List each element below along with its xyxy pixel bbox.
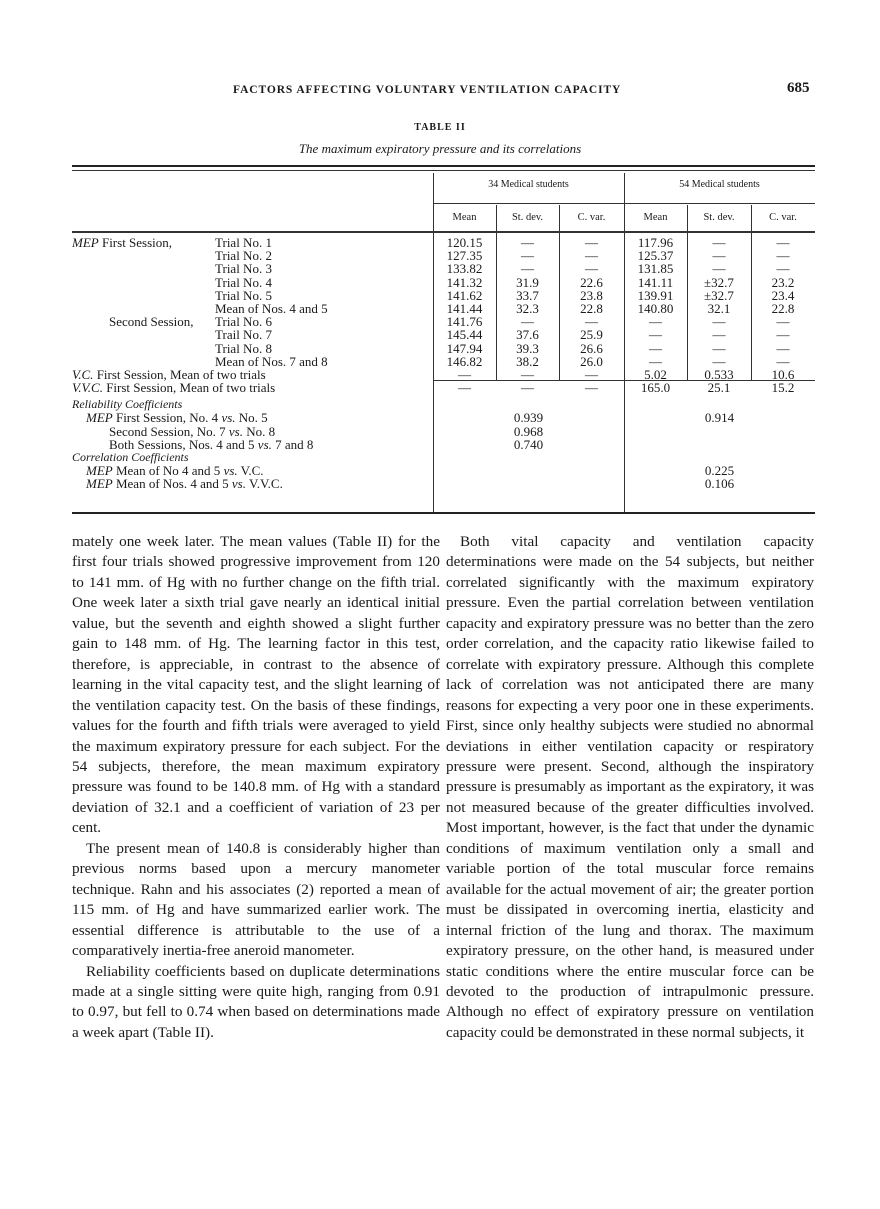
group-header: 54 Medical students [679, 179, 760, 190]
table-row [72, 328, 815, 341]
table-cell: 26.0 [580, 353, 603, 369]
table-cell: 139.91 [637, 287, 674, 303]
body-column-right [446, 532, 814, 1043]
table-cell: — [776, 340, 790, 356]
row-sublabel: Trial No. 6 [215, 314, 272, 330]
row-sublabel: Trial No. 2 [215, 248, 272, 264]
table-cell: — [776, 235, 790, 250]
row-sublabel: Mean of Nos. 4 and 5 [215, 300, 328, 316]
table-row [72, 315, 815, 328]
section-heading-text: Reliability Coefficients [72, 397, 183, 412]
table-cell: 22.8 [771, 300, 795, 316]
table-cell: 22.8 [580, 300, 603, 316]
table-cell: 165.0 [640, 380, 671, 396]
divider [72, 231, 815, 233]
table-cell: 23.2 [771, 274, 795, 290]
table-cell: 32.1 [707, 300, 731, 316]
column-header: C. var. [769, 212, 797, 223]
group-header: 34 Medical students [488, 179, 569, 190]
table-cell: — [776, 353, 790, 369]
table-cell: — [776, 248, 790, 264]
table-cell: 26.6 [580, 340, 603, 356]
table-cell: ±32.7 [704, 274, 734, 290]
table-cell: — [649, 353, 662, 369]
table-cell: 0.939 [513, 410, 544, 426]
row-label: Second Session, No. 7 vs. No. 8 [109, 423, 276, 439]
table-cell: — [776, 261, 790, 277]
table-cell: — [521, 261, 534, 277]
table-cell: 32.3 [516, 300, 539, 316]
column-header: St. dev. [703, 212, 735, 223]
paragraph: mately one week later. The mean values (Table II) for the first four trials showed progressive improvement from 120 to 141 mm. of Hg with no further change on the fifth trial. One week later a sixth trial gave nearly an identical initial value, but the seventh and eighth showed a slight further gain to 148 mm. of Hg. The learning factor in this test, therefore, is appreciable, in contrast to the absence of learning in the vital capacity test, and the slight learning of the ventilation capacity test. On the basis of these findings, values for the fourth and fifth trials were averaged to yield the maximum expiratory pressure for each subject. For the 54 subjects, therefore, the mean maximum expiratory pressure was found to be 140.8 mm. of Hg with a standard deviation of 32.1 and a coefficient of variation of 23 per cent. [72, 533, 440, 837]
table-cell: 0.740 [513, 436, 544, 452]
table-cell: 25.1 [707, 380, 731, 396]
table-cell: 22.6 [580, 274, 603, 290]
table-top-rule [72, 165, 815, 167]
row-sublabel: Trial No. 1 [215, 235, 272, 250]
column-header: C. var. [577, 212, 606, 223]
table-row [72, 262, 815, 275]
table-cell: — [521, 248, 534, 264]
table-cell: 141.44 [446, 300, 483, 316]
column-header: St. dev. [511, 212, 544, 223]
table-cell: 147.94 [446, 340, 483, 356]
table-label: TABLE II [414, 122, 466, 133]
table-row [72, 276, 815, 289]
table-row [72, 249, 815, 262]
table-cell: — [649, 314, 662, 330]
table-row [72, 477, 815, 490]
row-sublabel: Trial No. 3 [215, 261, 272, 277]
table-cell: 140.80 [637, 300, 674, 316]
table-cell: 37.6 [516, 327, 539, 343]
table-cell: — [521, 235, 534, 250]
table-cell: — [521, 380, 534, 396]
table-cell: — [712, 235, 726, 250]
row-group: Second Session, [109, 314, 194, 330]
table-cell: 23.8 [580, 287, 603, 303]
table-row [72, 381, 815, 394]
column-header: Mean [643, 212, 668, 223]
table-cell: 127.35 [446, 248, 483, 264]
table-cell: 5.02 [644, 366, 667, 382]
table-cell: — [458, 366, 471, 382]
table-cell: — [712, 248, 726, 264]
table-cell: 0.968 [513, 423, 544, 439]
table-cell: — [585, 248, 598, 264]
table-cell: 125.37 [637, 248, 674, 264]
table-caption: The maximum expiratory pressure and its correlations [298, 141, 582, 156]
table-row [72, 425, 815, 438]
table-cell: 0.106 [704, 476, 735, 492]
body-column-left [72, 532, 440, 1043]
row-sublabel: Trial No. 8 [215, 340, 272, 356]
table-cell: 25.9 [580, 327, 603, 343]
table-cell: ±32.7 [704, 287, 734, 303]
table-cell: 38.2 [516, 353, 539, 369]
table-cell: 131.85 [637, 261, 674, 277]
table-cell: 10.6 [771, 366, 795, 382]
row-sublabel: Trail No. 7 [215, 327, 272, 343]
paragraph: Reliability coefficients based on duplicate determinations made at a single sitting were quite high, ranging from 0.91 to 0.97, but fell to 0.74 when based on determinations made a week apart (Table II). [72, 962, 440, 1041]
table-cell: 141.76 [446, 314, 483, 330]
paragraph: Both vital capacity and ventilation capacity determinations were made on the 54 subjects, but neither correlated significantly with the maximum expiratory pressure. Even the partial correlation between ventilation capacity and expiratory pressure was no better than the zero order correlation, and the capacity ratio likewise failed to correlate with expiratory pressure. Although this complete lack of correlation was not anticipated there are many reasons for expecting a very poor one in these experiments. First, since only healthy subjects were studied no abnormal deviations in either ventilation capacity or respiratory pressure were present. Second, although the inspiratory pressure is presumably as important as the expiratory, it was not measured because of the greater difficulties involved. Most important, however, is the fact that under the dynamic conditions of maximum ventilation only a small and variable portion of the total muscular force remains available for the actual movement of air; the greater portion must be dissipated in overcoming inertia, elasticity and internal friction of the lung and thorax. The maximum expiratory pressure, on the other hand, is measured under static conditions where the entire muscular force can be devoted to the production of intrapulmonic pressure. Although no effect of expiratory pressure on ventilation capacity could be demonstrated in these normal subjects, it [446, 533, 814, 1041]
table-cell: 141.32 [446, 274, 483, 290]
table-cell: — [585, 314, 598, 330]
table-cell: — [521, 366, 534, 382]
table-cell: 146.82 [446, 353, 483, 369]
table-cell: 120.15 [446, 235, 483, 250]
table-cell: — [585, 261, 598, 277]
table-cell: 15.2 [771, 380, 795, 396]
running-title: FACTORS AFFECTING VOLUNTARY VENTILATION CAPACITY [233, 84, 622, 96]
paragraph: The present mean of 140.8 is considerably higher than previous norms based upon a mercury manometer technique. Rahn and his associates (2) reported a mean of 115 mm. of Hg and have summarized earlier work. The essential difference is attributable to the use of a comparatively inertia-free aneroid manometer. [72, 839, 440, 960]
table-cell: 0.533 [704, 366, 734, 382]
table-row [72, 355, 815, 368]
table-cell: 141.11 [637, 274, 674, 290]
row-label: MEP First Session, No. 4 vs. No. 5 [86, 410, 268, 426]
table-cell: 0.914 [704, 410, 735, 426]
table-cell: 117.96 [637, 235, 674, 250]
table-cell: 133.82 [446, 261, 483, 277]
page-number: 685 [787, 80, 810, 96]
table-cell: — [585, 366, 598, 382]
table-cell: 39.3 [516, 340, 539, 356]
row-label: MEP Mean of Nos. 4 and 5 vs. V.V.C. [86, 476, 283, 492]
table-cell: — [712, 340, 726, 356]
row-label: V.V.C. First Session, Mean of two trials [72, 380, 276, 396]
table-cell: — [585, 235, 598, 250]
table-cell: — [712, 314, 726, 330]
table-cell: — [649, 340, 662, 356]
divider [433, 203, 815, 204]
table-row [72, 289, 815, 302]
row-label: Both Sessions, Nos. 4 and 5 vs. 7 and 8 [109, 436, 314, 452]
table-top-rule-thin [72, 170, 815, 171]
table-cell: 145.44 [446, 327, 483, 343]
table-row [72, 342, 815, 355]
table-cell: — [585, 380, 598, 396]
table-cell: — [712, 261, 726, 277]
table-cell: 141.62 [446, 287, 483, 303]
row-label: MEP First Session, [72, 235, 173, 250]
table-cell: — [521, 314, 534, 330]
table-cell: — [458, 380, 471, 396]
table-cell: 33.7 [516, 287, 539, 303]
row-sublabel: Trial No. 4 [215, 274, 272, 290]
table-cell: 0.225 [704, 463, 735, 479]
row-label: V.C. First Session, Mean of two trials [72, 366, 266, 382]
section-heading-text: Correlation Coefficients [72, 450, 189, 464]
table-cell: — [776, 327, 790, 343]
column-header: Mean [452, 212, 477, 223]
table-cell: 31.9 [516, 274, 539, 290]
row-label: MEP Mean of No 4 and 5 vs. V.C. [86, 463, 264, 479]
table-body [72, 236, 815, 491]
table-row [72, 236, 815, 249]
table-cell: — [712, 353, 726, 369]
table-cell: — [649, 327, 662, 343]
table-cell: — [776, 314, 790, 330]
row-sublabel: Mean of Nos. 7 and 8 [215, 353, 328, 369]
table-cell: 23.4 [771, 287, 795, 303]
row-sublabel: Trial No. 5 [215, 287, 272, 303]
table-bottom-rule [72, 512, 815, 514]
table-row [72, 411, 815, 424]
table-cell: — [712, 327, 726, 343]
